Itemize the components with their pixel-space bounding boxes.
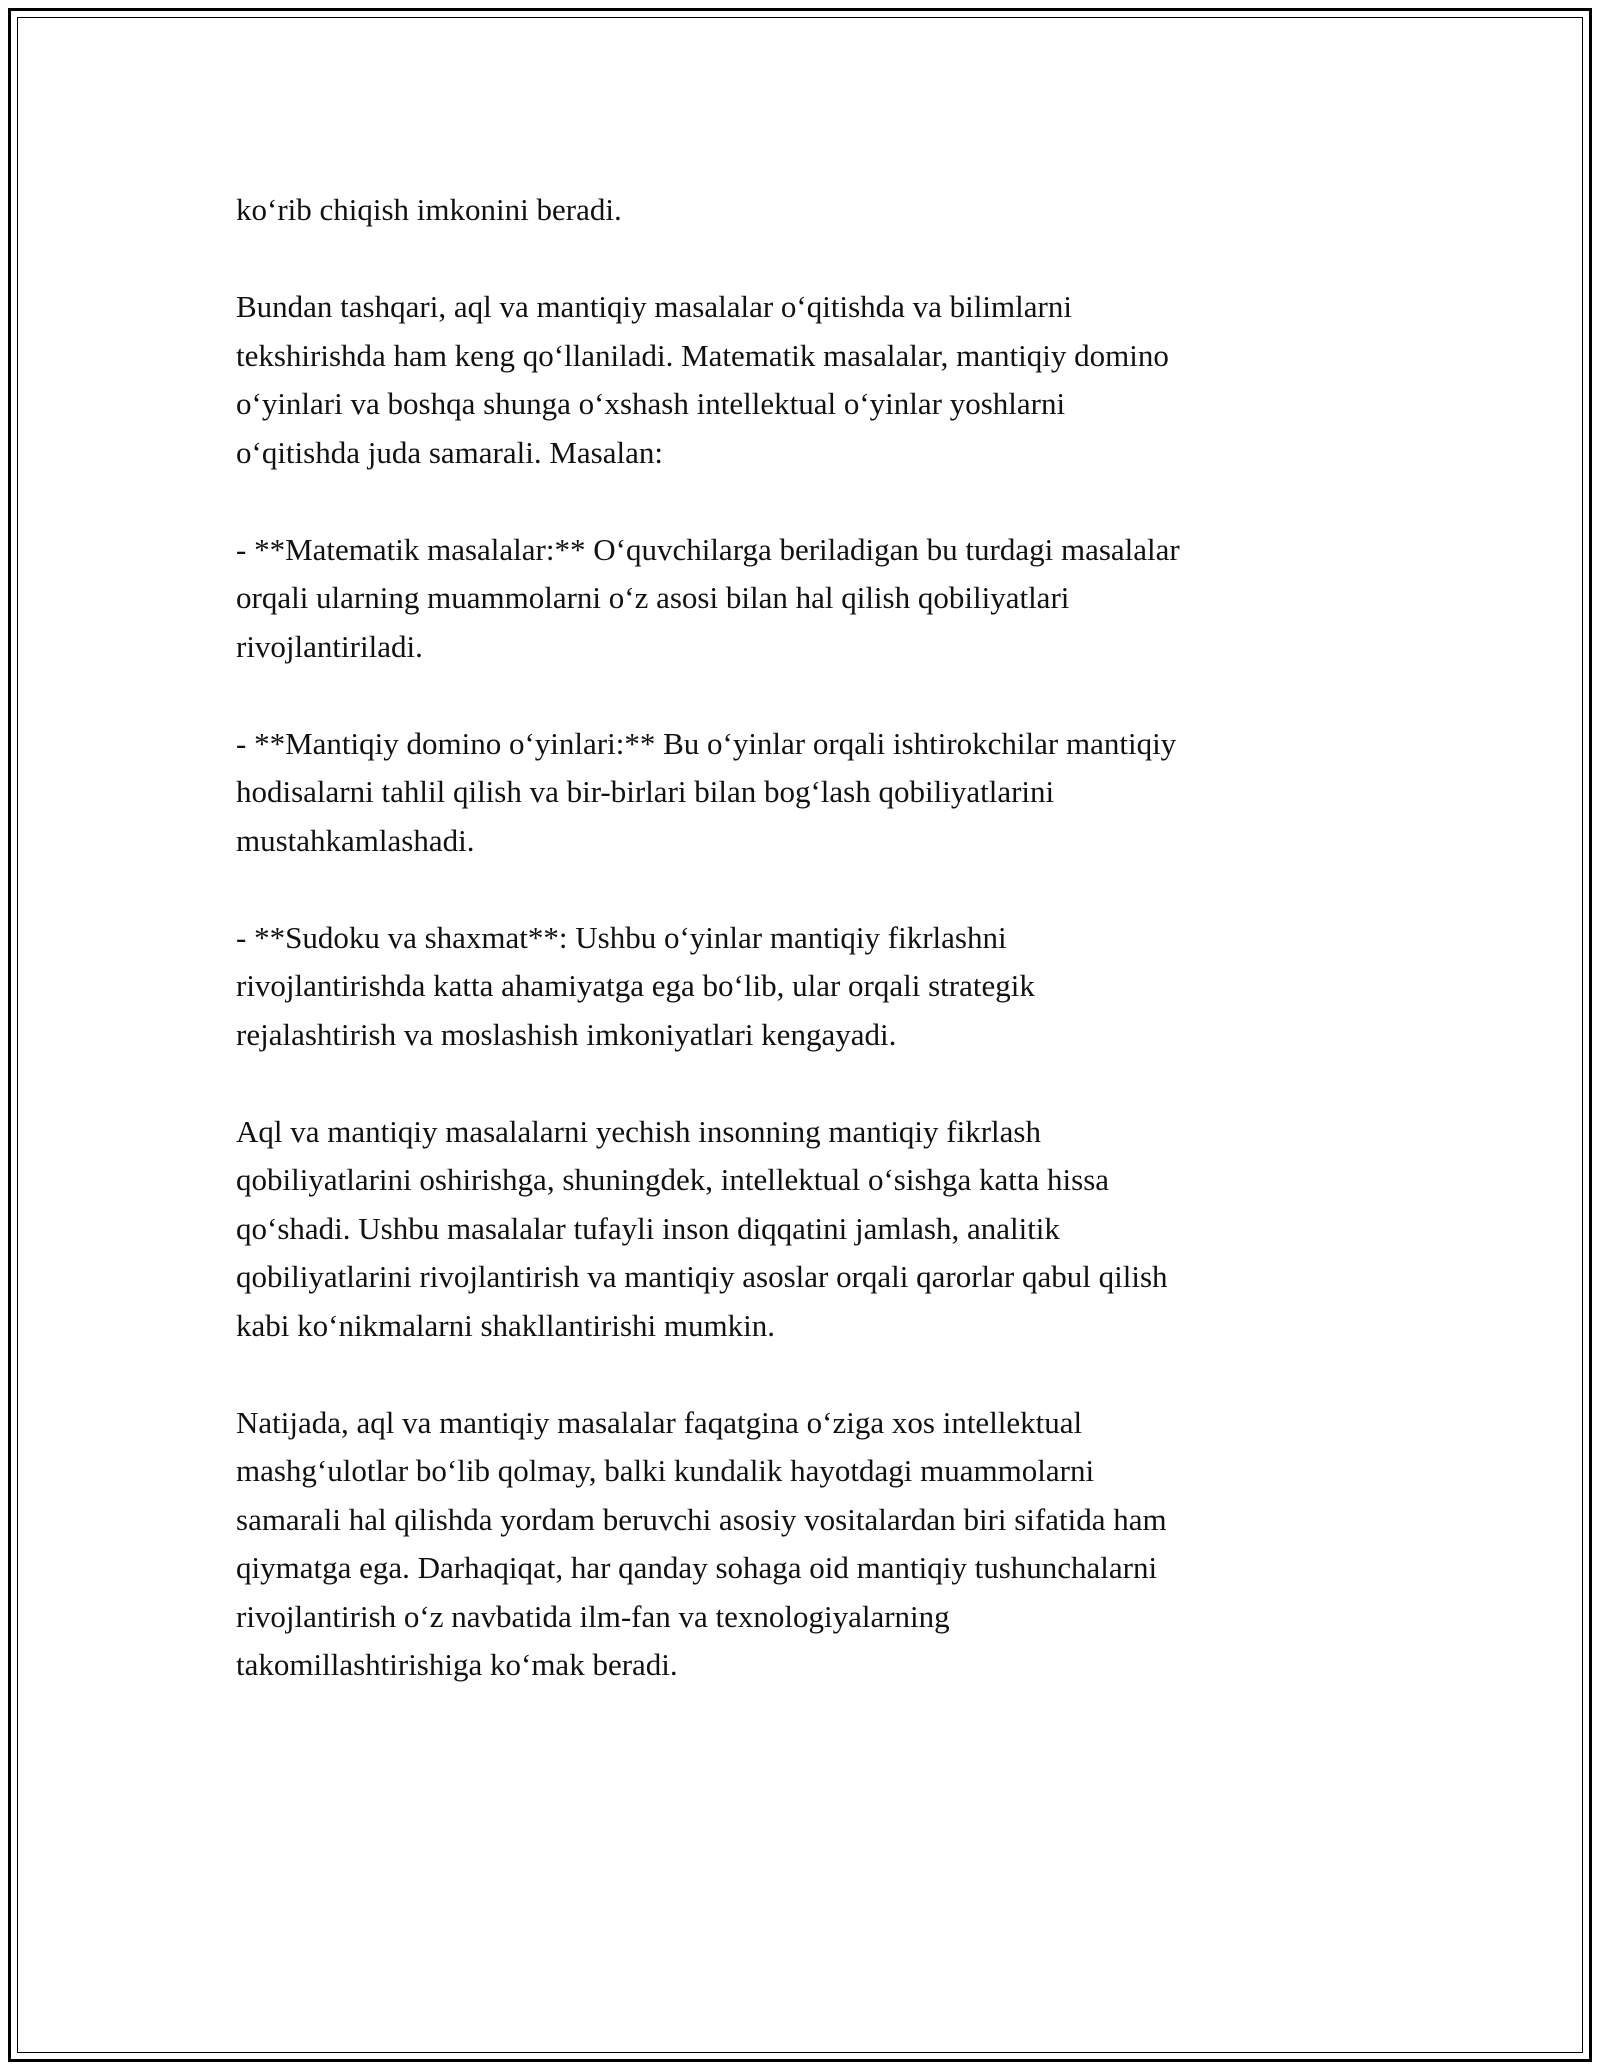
text-line: tekshirishda ham keng qo‘llaniladi. Matematik masalalar, mantiqiy domino	[236, 337, 1169, 373]
text-line: Aql va mantiqiy masalalarni yechish insonning mantiqiy fikrlash	[236, 1113, 1041, 1149]
text-line: qobiliyatlarini oshirishga, shuningdek, intellektual o‘sishga katta hissa	[236, 1162, 1110, 1197]
text-line: samarali hal qilishda yordam beruvchi asosiy vositalardan biri sifatida ham	[236, 1501, 1167, 1537]
text-line: ko‘rib chiqish imkonini beradi.	[236, 192, 622, 227]
paragraph-1	[236, 186, 1376, 235]
text-line: Natijada, aql va mantiqiy masalalar faqatgina o‘ziga xos intellektual	[236, 1404, 1083, 1440]
text-line: rivojlantirishda katta ahamiyatga ega bo‘lib, ular orqali strategik	[236, 968, 1035, 1003]
text-line: Bundan tashqari, aql va mantiqiy masalalar o‘qitishda va bilimlarni	[236, 289, 1072, 324]
paragraph-6	[236, 1108, 1376, 1351]
list-item-matematik-masalalar	[236, 526, 1376, 672]
text-line: mashg‘ulotlar bo‘lib qolmay, balki kundalik hayotdagi muammolarni	[236, 1453, 1095, 1488]
list-item-sudoku-shaxmat	[236, 914, 1376, 1060]
text-line: rivojlantiriladi.	[236, 628, 423, 664]
text-line: - **Sudoku va shaxmat**: Ushbu o‘yinlar mantiqiy fikrlashni	[236, 919, 1007, 955]
document-body	[236, 186, 1376, 1690]
list-item-mantiqiy-domino	[236, 720, 1376, 866]
text-line: o‘yinlari va boshqa shunga o‘xshash intellektual o‘yinlar yoshlarni	[236, 386, 1066, 421]
paragraph-7	[236, 1399, 1376, 1690]
text-line: rejalashtirish va moslashish imkoniyatlari kengayadi.	[236, 1016, 897, 1052]
text-line: takomillashtirishiga ko‘mak beradi.	[236, 1647, 678, 1682]
text-line: mustahkamlashadi.	[236, 822, 475, 858]
text-line: orqali ularning muammolarni o‘z asosi bilan hal qilish qobiliyatlari	[236, 580, 1070, 615]
text-line: - **Mantiqiy domino o‘yinlari:** Bu o‘yinlar orqali ishtirokchilar mantiqiy	[236, 725, 1177, 761]
text-line: rivojlantirish o‘z navbatida ilm-fan va texnologiyalarning	[236, 1598, 950, 1634]
text-line: qiymatga ega. Darhaqiqat, har qanday sohaga oid mantiqiy tushunchalarni	[236, 1550, 1158, 1585]
text-line: hodisalarni tahlil qilish va bir-birlari bilan bog‘lash qobiliyatlarini	[236, 774, 1055, 809]
paragraph-2	[236, 283, 1376, 477]
text-line: qo‘shadi. Ushbu masalalar tufayli inson diqqatini jamlash, analitik	[236, 1210, 1060, 1246]
text-line: - **Matematik masalalar:** O‘quvchilarga beriladigan bu turdagi masalalar	[236, 531, 1180, 567]
text-line: o‘qitishda juda samarali. Masalan:	[236, 434, 663, 470]
text-line: kabi ko‘nikmalarni shakllantirishi mumkin.	[236, 1307, 775, 1343]
text-line: qobiliyatlarini rivojlantirish va mantiqiy asoslar orqali qarorlar qabul qilish	[236, 1259, 1168, 1294]
